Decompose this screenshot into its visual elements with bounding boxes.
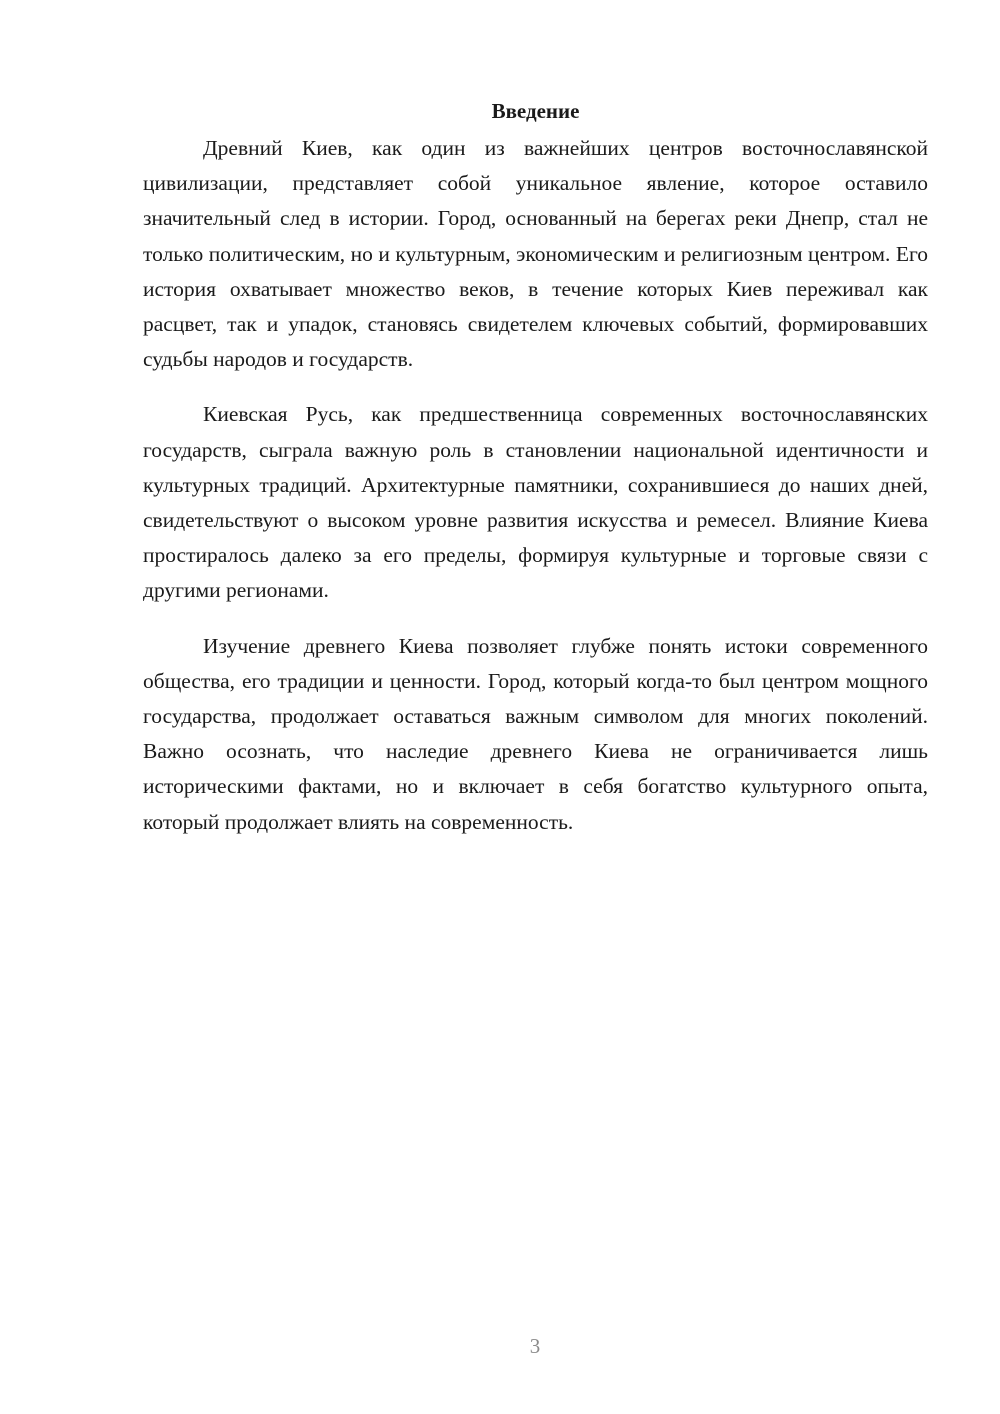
paragraph-2: Киевская Русь, как предшественница современных восточнославянских государств, сыграла важную роль в становлении национальной идентичности и культурных традиций. Архитектурные памятники, сохранившиеся до наших дней, свидетельствуют о высоком уровне развития искусства и ремесел. Влияние Киева простиралось далеко за его пределы, формируя культурные и торговые связи с другими регионами.: [143, 402, 928, 603]
page-content: [143, 96, 928, 860]
page-number: 3: [529, 1334, 541, 1358]
section-heading: Введение: [491, 99, 580, 123]
paragraph-3: Изучение древнего Киева позволяет глубже понять истоки современного общества, его традиции и ценности. Город, который когда-то был центром мощного государства, продолжает оставаться важным символом для многих поколений. Важно осознать, что наследие древнего Киева не ограничивается лишь историческими фактами, но и включает в себя богатство культурного опыта, который продолжает влиять на современность.: [143, 633, 928, 834]
paragraph-1: Древний Киев, как один из важнейших центров восточнославянской цивилизации, представляет собой уникальное явление, которое оставило значительный след в истории. Город, основанный на берегах реки Днепр, стал не только политическим, но и культурным, экономическим и религиозным центром. Его история охватывает множество веков, в течение которых Киев переживал как расцвет, так и упадок, становясь свидетелем ключевых событий, формировавших судьбы народов и государств.: [143, 136, 928, 372]
